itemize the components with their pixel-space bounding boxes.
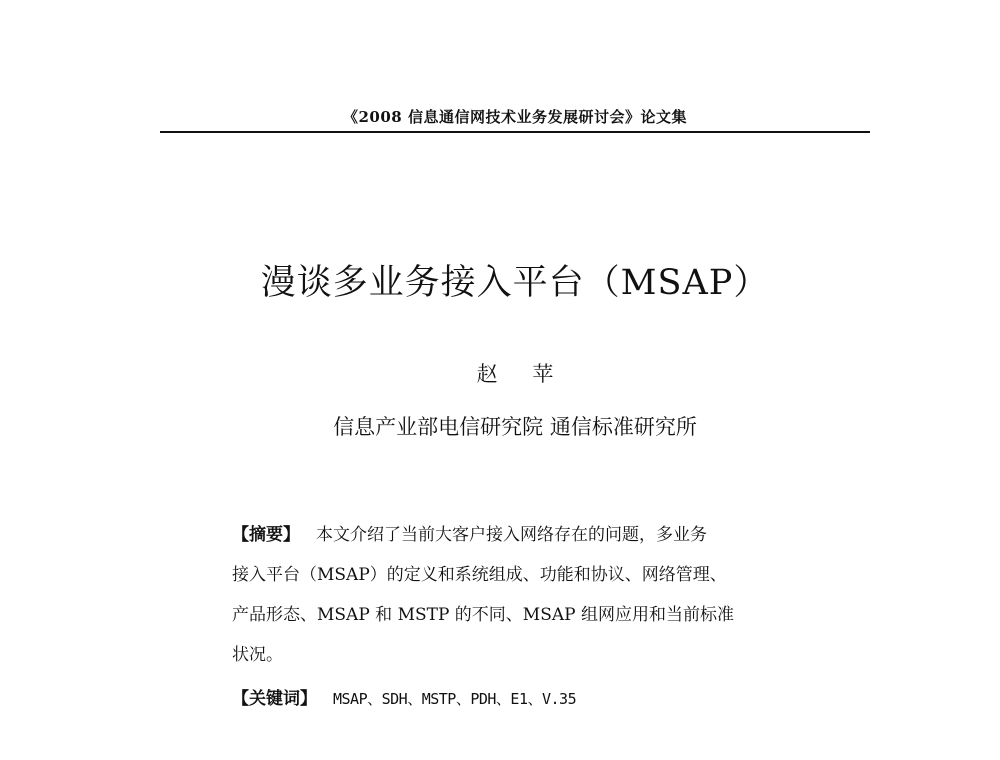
abstract-line: [232, 515, 792, 555]
header-rule: [160, 131, 870, 133]
keywords-label: 【关键词】: [232, 689, 317, 709]
author-name: 赵 苹: [476, 362, 568, 386]
abstract-line: 接入平台（MSAP）的定义和系统组成、功能和协议、网络管理、: [232, 565, 727, 585]
paper-title: 漫谈多业务接入平台（MSAP）: [260, 263, 770, 304]
keywords-section: [232, 679, 792, 719]
author-affiliation: 信息产业部电信研究院 通信标准研究所: [333, 415, 697, 439]
abstract-line: 产品形态、MSAP 和 MSTP 的不同、MSAP 组网应用和当前标准: [232, 605, 734, 625]
abstract-section: [232, 515, 792, 675]
abstract-label: 【摘要】: [232, 525, 300, 545]
running-header: 《2008 信息通信网技术业务发展研讨会》论文集: [343, 108, 687, 126]
keywords-list: MSAP、SDH、MSTP、PDH、E1、V.35: [333, 690, 577, 708]
abstract-text: 本文介绍了当前大客户接入网络存在的问题，多业务: [316, 525, 707, 545]
abstract-line: 状况。: [232, 645, 283, 665]
